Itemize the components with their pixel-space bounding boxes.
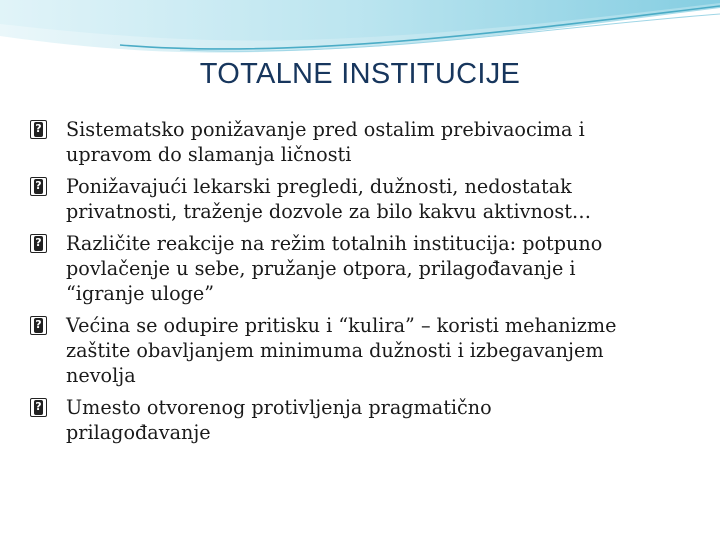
bullet-text-line: upravom do slamanja ličnosti bbox=[66, 143, 352, 166]
bullet-list bbox=[30, 117, 685, 452]
bullet-text-line: “igranje uloge” bbox=[66, 282, 215, 305]
missing-glyph-icon bbox=[30, 177, 47, 196]
bullet-text-line: zaštite obavljanjem minimuma dužnosti i izbegavanjem bbox=[66, 339, 604, 362]
bullet-text-line: Sistematsko ponižavanje pred ostalim prebivaocima i bbox=[66, 118, 585, 141]
slide-title: TOTALNE INSTITUCIJE bbox=[199, 58, 521, 90]
missing-glyph-icon bbox=[30, 120, 47, 139]
bullet-text-line: prilagođavanje bbox=[66, 421, 211, 444]
bullet-item bbox=[30, 117, 685, 167]
missing-glyph-icon bbox=[30, 234, 47, 253]
bullet-text-line: povlačenje u sebe, pružanje otpora, prilagođavanje i bbox=[66, 257, 576, 280]
bullet-text-line: nevolja bbox=[66, 364, 136, 387]
bullet-text-line: Većina se odupire pritisku i “kulira” – koristi mehanizme bbox=[66, 314, 617, 337]
bullet-item bbox=[30, 313, 685, 388]
bullet-text-line: Različite reakcije na režim totalnih institucija: potpuno bbox=[66, 232, 603, 255]
bullet-text-line: privatnosti, traženje dozvole za bilo kakvu aktivnost… bbox=[66, 200, 592, 223]
bullet-item bbox=[30, 231, 685, 306]
bullet-item bbox=[30, 395, 685, 445]
missing-glyph-icon bbox=[30, 398, 47, 417]
bullet-text-line: Umesto otvorenog protivljenja pragmatično bbox=[66, 396, 492, 419]
bullet-item bbox=[30, 174, 685, 224]
missing-glyph-icon bbox=[30, 316, 47, 335]
bullet-text-line: Ponižavajući lekarski pregledi, dužnosti, nedostatak bbox=[66, 175, 572, 198]
